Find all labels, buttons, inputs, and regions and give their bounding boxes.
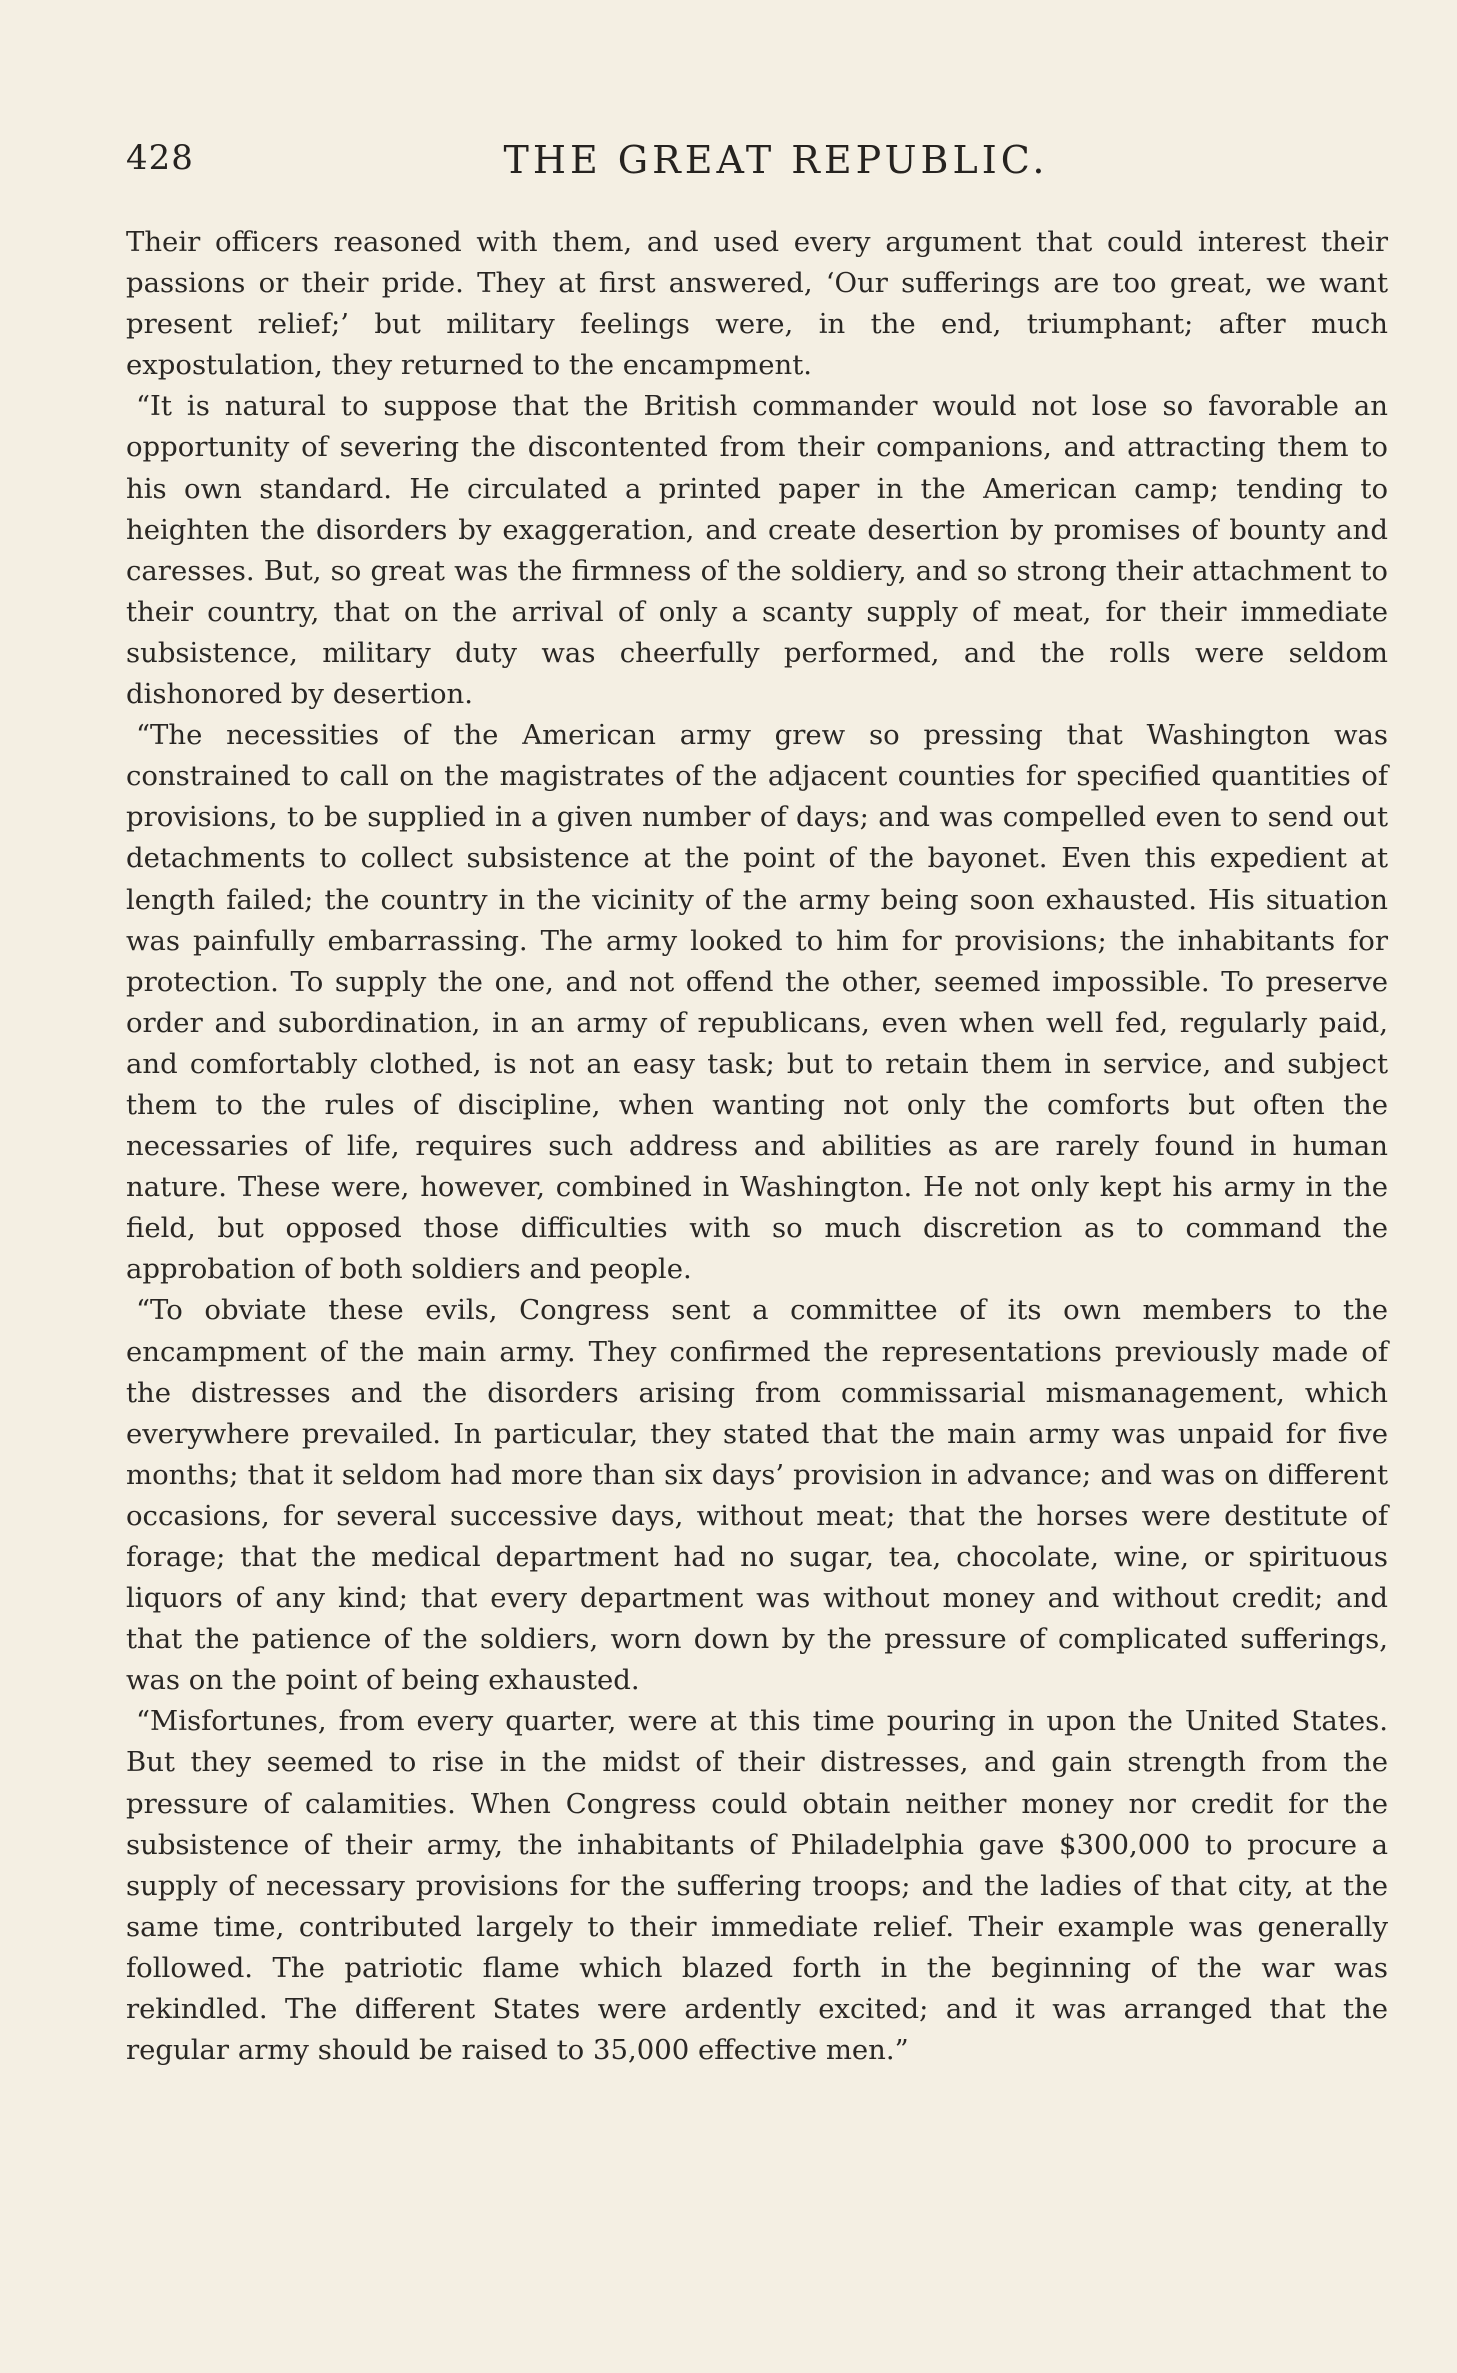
running-title: THE GREAT REPUBLIC. xyxy=(503,138,1049,182)
paragraph: “The necessities of the American army grew so pressing that Washington was constrained to call on the magistrates of the adjacent counties for specified quantities of provisions, to be supplied in a given number of days; and was compelled even to send out detachments to collect subsistence at the point of the bayonet. Even this expedient at length failed; the country in the vicinity of the army being soon exhausted. His situation was painfully embarrassing. The army looked to him for provisions; the inhabitants for protection. To supply the one, and not offend the other, seemed impossible. To preserve order and subordination, in an army of republicans, even when well fed, regularly paid, and comfortably clothed, is not an easy task; but to retain them in service, and subject them to the rules of discipline, when wanting not only the comforts but often the necessaries of life, requires such address and abilities as are rarely found in human nature. These were, however, combined in Washington. He not only kept his army in the field, but opposed those difficulties with so much discretion as to command the approbation of both soldiers and people. xyxy=(126,719,1388,1286)
paragraph: “To obviate these evils, Congress sent a committee of its own members to the encampment of the main army. They confirmed the representations previously made of the distresses and the disorders arising from commissarial mismanagement, which everywhere prevailed. In particular, they stated that the main army was unpaid for five months; that it seldom had more than six days’ provision in advance; and was on different occasions, for several successive days, without meat; that the horses were destitute of forage; that the medical department had no sugar, tea, chocolate, wine, or spirituous liquors of any kind; that every department was without money and without credit; and that the patience of the soldiers, worn down by the pressure of complicated sufferings, was on the point of being exhausted. xyxy=(126,1294,1388,1697)
body-text xyxy=(126,222,1388,2071)
paragraph: “It is natural to suppose that the British commander would not lose so favorable an opportunity of severing the discontented from their companions, and attracting them to his own standard. He circulated a printed paper in the American camp; tending to heighten the disorders by exaggeration, and create desertion by promises of bounty and caresses. But, so great was the firmness of the soldiery, and so strong their attachment to their country, that on the arrival of only a scanty supply of meat, for their immediate subsistence, military duty was cheerfully performed, and the rolls were seldom dishonored by desertion. xyxy=(126,390,1388,711)
paragraph: Their officers reasoned with them, and used every argument that could interest their passions or their pride. They at first answered, ‘Our sufferings are too great, we want present relief;’ but military feelings were, in the end, triumphant; after much expostulation, they returned to the encampment. xyxy=(126,226,1388,382)
paragraph: “Misfortunes, from every quarter, were at this time pouring in upon the United States. But they seemed to rise in the midst of their distresses, and gain strength from the pressure of calamities. When Congress could obtain neither money nor credit for the subsistence of their army, the inhabitants of Philadelphia gave $300,000 to procure a supply of necessary provisions for the suffering troops; and the ladies of that city, at the same time, contributed largely to their immediate relief. Their example was generally followed. The patriotic flame which blazed forth in the beginning of the war was rekindled. The different States were ardently excited; and it was arranged that the regular army should be raised to 35,000 effective men.” xyxy=(126,1705,1388,2067)
running-head xyxy=(126,138,1386,188)
page-number: 428 xyxy=(126,138,194,178)
